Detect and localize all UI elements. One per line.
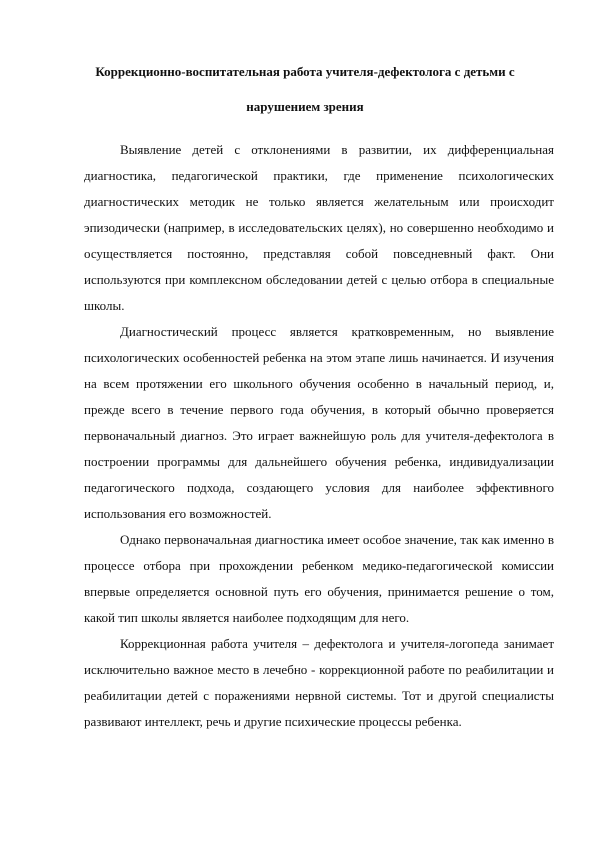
paragraph-2: Диагностический процесс является кратковременным, но выявление психологических особенностей ребенка на этом этапе лишь начинается. И изучения на всем протяжении его школьного обучения особенно в начальный период, и, прежде всего в течение первого года обучения, в который обычно проверяется первоначальный диагноз. Это играет важнейшую роль для учителя-дефектолога в построении программы для дальнейшего обучения ребенка, индивидуализации педагогического подхода, создающего условия для наиболее эффективного использования его возможностей. [84,324,554,521]
paragraph-4: Коррекционная работа учителя – дефектолога и учителя-логопеда занимает исключительно важное место в лечебно - коррекционной работе по реабилитации и реабилитации детей с поражениями нервной системы. Тот и другой специалисты развивают интеллект, речь и другие психические процессы ребенка. [84,636,554,729]
paragraph-1: Выявление детей с отклонениями в развитии, их дифференциальная диагностика, педагогической практики, где применение психологических диагностических методик не только является желательным или происходит эпизодически (например, в исследовательских целях), но совершенно необходимо и осуществляется постоянно, представляя собой повседневный факт. Они используются при комплексном обследовании детей с целью отбора в специальные школы. [84,142,554,313]
document-title: Коррекционно-воспитательная работа учителя-дефектолога с детьми с нарушением зрения [95,64,515,114]
paragraph-3: Однако первоначальная диагностика имеет особое значение, так как именно в процессе отбора при прохождении ребенком медико-педагогической комиссии впервые определяется основной путь его обучения, принимается решение о том, какой тип школы является наиболее подходящим для него. [84,532,554,625]
document-body [84,137,554,735]
